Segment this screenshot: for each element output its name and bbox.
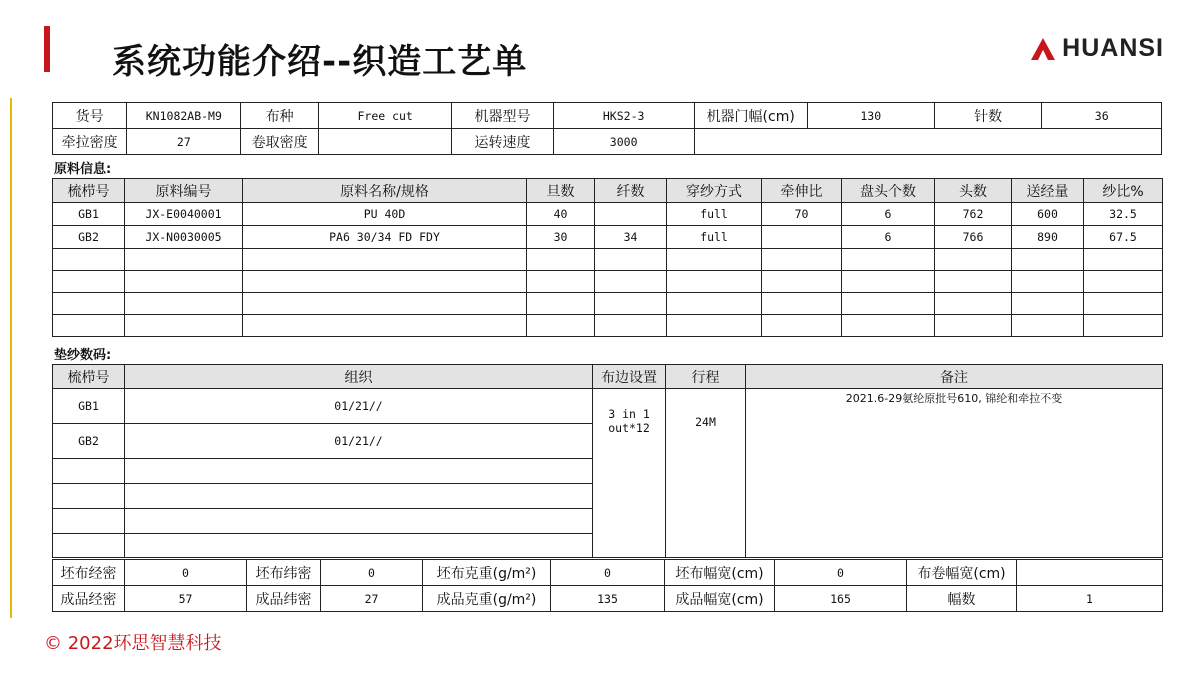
greige-row: [53, 560, 1163, 586]
cell: 40: [527, 203, 595, 226]
take-up-density-label: 卷取密度: [241, 129, 319, 155]
cell: 762: [935, 203, 1012, 226]
stroke-value: 24M: [666, 389, 746, 558]
material-row-empty: [53, 271, 1163, 293]
material-row-empty: [53, 249, 1163, 271]
col-runner-length: 送经量: [1012, 179, 1084, 203]
finished-course-density-value: 57: [125, 586, 247, 612]
cell: 01/21//: [125, 424, 593, 459]
col-denier: 旦数: [527, 179, 595, 203]
finished-wale-density-label: 成品纬密: [247, 586, 321, 612]
machine-model-value: HKS2-3: [553, 103, 694, 129]
finished-course-density-label: 成品经密: [53, 586, 125, 612]
title-accent-bar: [44, 26, 50, 72]
fabric-type-value: Free cut: [318, 103, 452, 129]
cell: [762, 226, 842, 249]
greige-course-density-label: 坯布经密: [53, 560, 125, 586]
cell: 67.5: [1084, 226, 1163, 249]
pattern-section-label: 垫纱数码:: [54, 348, 112, 363]
cell: 890: [1012, 226, 1084, 249]
cell: 01/21//: [125, 389, 593, 424]
col-structure: 组织: [125, 365, 593, 389]
col-filament: 纤数: [595, 179, 667, 203]
materials-header-row: [53, 179, 1163, 203]
pattern-table: [52, 364, 1163, 558]
weaving-process-sheet: [52, 102, 1164, 614]
materials-table: [52, 178, 1163, 337]
fabric-spec-table: [52, 559, 1163, 612]
cell: PA6 30/34 FD FDY: [243, 226, 527, 249]
greige-course-density-value: 0: [125, 560, 247, 586]
cell: full: [667, 226, 762, 249]
col-bar-no: 梳栉号: [53, 179, 125, 203]
cell: 34: [595, 226, 667, 249]
panel-count-value: 1: [1017, 586, 1163, 612]
huansi-logo-icon: [1030, 37, 1056, 61]
col-beam-count: 盘头个数: [842, 179, 935, 203]
cell: JX-E0040001: [125, 203, 243, 226]
cell: 600: [1012, 203, 1084, 226]
cell: 6: [842, 203, 935, 226]
greige-wale-density-value: 0: [321, 560, 423, 586]
take-up-density-value: [318, 129, 452, 155]
gauge-label: 针数: [934, 103, 1042, 129]
col-yarn-ratio: 纱比%: [1084, 179, 1163, 203]
col-ends: 头数: [935, 179, 1012, 203]
cell: full: [667, 203, 762, 226]
footer-copyright: © 2022环思智慧科技: [44, 633, 222, 654]
roll-width-label: 布卷幅宽(cm): [907, 560, 1017, 586]
greige-wale-density-label: 坯布纬密: [247, 560, 321, 586]
running-speed-value: 3000: [553, 129, 694, 155]
col-remark: 备注: [746, 365, 1163, 389]
machine-width-label: 机器门幅(cm): [694, 103, 807, 129]
gauge-value: 36: [1042, 103, 1162, 129]
info-row-1: [53, 103, 1162, 129]
item-no-label: 货号: [53, 103, 127, 129]
greige-weight-value: 0: [551, 560, 665, 586]
roll-width-value: [1017, 560, 1163, 586]
col-selvedge: 布边设置: [593, 365, 666, 389]
cell: 32.5: [1084, 203, 1163, 226]
take-down-density-label: 牵拉密度: [53, 129, 127, 155]
col-stroke: 行程: [666, 365, 746, 389]
col-bar-no: 梳栉号: [53, 365, 125, 389]
cell: JX-N0030005: [125, 226, 243, 249]
panel-count-label: 幅数: [907, 586, 1017, 612]
col-threading: 穿纱方式: [667, 179, 762, 203]
cell: 70: [762, 203, 842, 226]
material-row-empty: [53, 315, 1163, 337]
cell: GB1: [53, 389, 125, 424]
info-row-2: [53, 129, 1162, 155]
selvedge-setting: [593, 389, 666, 558]
cell: [595, 203, 667, 226]
running-speed-label: 运转速度: [452, 129, 553, 155]
greige-width-label: 坯布幅宽(cm): [665, 560, 775, 586]
finished-weight-value: 135: [551, 586, 665, 612]
remark-text: 2021.6-29氨纶原批号610, 锦纶和牵拉不变: [746, 389, 1163, 558]
machine-model-label: 机器型号: [452, 103, 553, 129]
finished-weight-label: 成品克重(g/m²): [423, 586, 551, 612]
cell: 766: [935, 226, 1012, 249]
cell: PU 40D: [243, 203, 527, 226]
selvedge-line-1: 3 in 1: [608, 407, 650, 421]
cell: 6: [842, 226, 935, 249]
greige-weight-label: 坯布克重(g/m²): [423, 560, 551, 586]
material-row: [53, 226, 1163, 249]
cell: GB1: [53, 203, 125, 226]
pattern-header-row: [53, 365, 1163, 389]
cell: 30: [527, 226, 595, 249]
brand-logo: [1030, 34, 1164, 63]
page-title: 系统功能介绍--织造工艺单: [112, 42, 528, 82]
brand-name: HUANSI: [1062, 34, 1164, 62]
finished-row: [53, 586, 1163, 612]
pattern-row: [53, 389, 1163, 424]
take-down-density-value: 27: [127, 129, 241, 155]
col-material-name: 原料名称/规格: [243, 179, 527, 203]
machine-width-value: 130: [807, 103, 934, 129]
col-draft-ratio: 牵伸比: [762, 179, 842, 203]
info-table: [52, 102, 1162, 155]
finished-width-label: 成品幅宽(cm): [665, 586, 775, 612]
finished-wale-density-value: 27: [321, 586, 423, 612]
greige-width-value: 0: [775, 560, 907, 586]
info-blank-cell: [694, 129, 1161, 155]
cell: GB2: [53, 424, 125, 459]
left-decorative-rule: [10, 98, 12, 618]
selvedge-line-2: out*12: [608, 421, 650, 435]
col-material-code: 原料编号: [125, 179, 243, 203]
material-row-empty: [53, 293, 1163, 315]
cell: GB2: [53, 226, 125, 249]
materials-section-label: 原料信息:: [54, 162, 112, 177]
item-no-value: KN1082AB-M9: [127, 103, 241, 129]
material-row: [53, 203, 1163, 226]
finished-width-value: 165: [775, 586, 907, 612]
fabric-type-label: 布种: [241, 103, 319, 129]
